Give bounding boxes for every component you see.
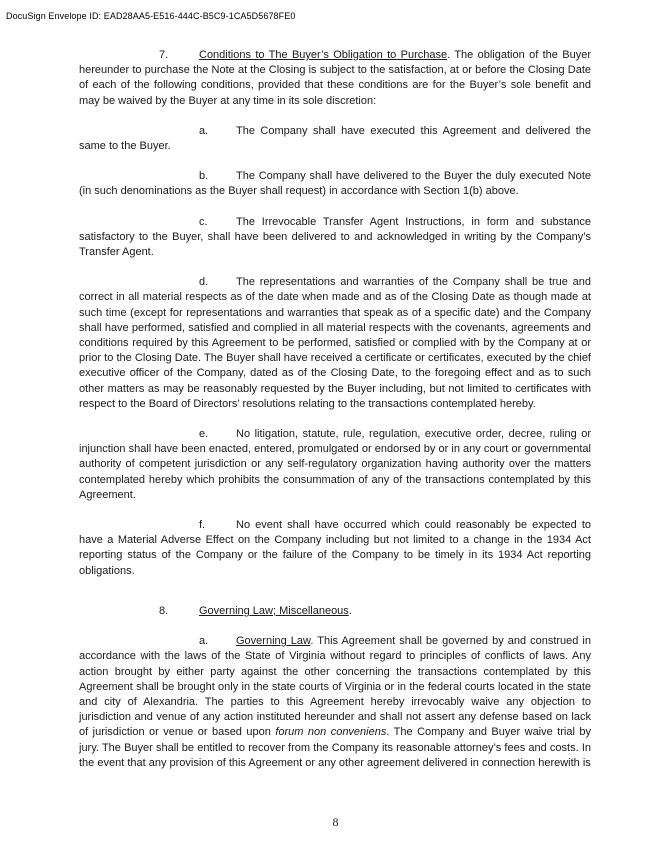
section-8-item-a (79, 634, 591, 771)
section-8-heading-line (79, 604, 591, 619)
item-text: The Irrevocable Transfer Agent Instructions, in form and substance satisfactory to the Buyer, shall have been delivered to and acknowledged in writing by the Company’s Transfer Agent. (79, 215, 591, 259)
item-text: No litigation, statute, rule, regulation, executive order, decree, ruling or injunction shall have been enacted, entered, promulgated or endorsed by or in any court or governmental authority of competent jurisdiction or any self-regulatory organization having authority over the matters contemplated hereby which prohibits the consummation of any of the transactions contemplated by this Agreement. (79, 428, 591, 501)
item-label: a. (199, 124, 209, 137)
item-label: d. (199, 276, 209, 289)
docusign-envelope-id: DocuSign Envelope ID: EAD28AA5-E516-444C-B5C9-1CA5D5678FE0 (6, 11, 296, 21)
section-7-item-e (79, 427, 591, 503)
section-8-number: 8. (159, 604, 169, 617)
document-body (79, 48, 591, 771)
section-7-item-b (79, 169, 591, 199)
section-7-number: 7. (159, 49, 169, 61)
section-7-intro-text: . The obligation of the Buyer hereunder to purchase the Note at the Closing is subject to the satisfaction, at or before the Closing Date of each of the following conditions, provided that these conditions are for the Buyer’s sole benefit and may be waived by the Buyer at any time in its sole discretion: (79, 49, 591, 107)
section-7-heading: Conditions to The Buyer’s Obligation to Purchase (199, 49, 448, 61)
forum-non-conveniens-term: forum non conveniens (275, 726, 387, 739)
page-number: 8 (332, 815, 339, 829)
item-text: No event shall have occurred which could reasonably be expected to have a Material Adverse Effect on the Company including but not limited to a change in the 1934 Act reporting status of the Company or the failure of the Company to be timely in its 1934 Act reporting obligations. (79, 519, 591, 577)
section-7-item-d (79, 275, 591, 412)
section-7-item-c (79, 215, 591, 261)
section-7-item-f (79, 518, 591, 579)
item-text: The representations and warranties of the Company shall be true and correct in all material respects as of the date when made and as of the Closing Date as though made at such time (except for representations and warranties that speak as of a specific date) and the Company shall have performed, satisfied and complied in all material respects with the covenants, agreements and conditions required by this Agreement to be performed, satisfied or complied with by the Company at or prior to the Closing Date. The Buyer shall have received a certificate or certificates, executed by the chief executive officer of the Company, dated as of the Closing Date, to the foregoing effect and as to such other matters as may be reasonably requested by the Buyer including, but not limited to certificates with respect to the Board of Directors’ resolutions relating to the transactions contemplated hereby. (79, 276, 591, 410)
item-label: b. (199, 170, 209, 183)
item-text-after-italic: . The Company and Buyer waive trial by jury. The Buyer shall be entitled to recover from the Company its reasonable attorney’s fees and costs. In the event that any provision of this Agreement or any other agreement delivered in connection herewith is (79, 726, 591, 769)
governing-law-heading: Governing Law (236, 635, 311, 648)
item-label: c. (199, 215, 208, 228)
item-text: The Company shall have delivered to the Buyer the duly executed Note (in such denominations as the Buyer shall request) in accordance with Section 1(b) above. (79, 170, 591, 198)
item-label: e. (199, 428, 209, 441)
section-8-heading: Governing Law; Miscellaneous (199, 604, 349, 617)
item-label: f. (199, 519, 206, 532)
item-text-before-italic: . This Agreement shall be governed by and construed in accordance with the laws of the State of Virginia without regard to principles of conflicts of laws. Any action brought by either party against the other concerning the transactions contemplated by this Agreement shall be brought only in the state courts of Virginia or in the federal courts located in the state and city of Alexandria. The parties to this Agreement hereby irrevocably waive any objection to jurisdiction and venue of any action instituted hereunder and shall not assert any defense based on lack of jurisdiction or venue or based upon (79, 635, 591, 739)
section-7-intro (79, 48, 591, 109)
item-text: The Company shall have executed this Agreement and delivered the same to the Buyer. (79, 124, 591, 153)
section-8-heading-suffix: . (348, 604, 352, 617)
item-label: a. (199, 635, 209, 648)
section-7-item-a (79, 124, 591, 154)
